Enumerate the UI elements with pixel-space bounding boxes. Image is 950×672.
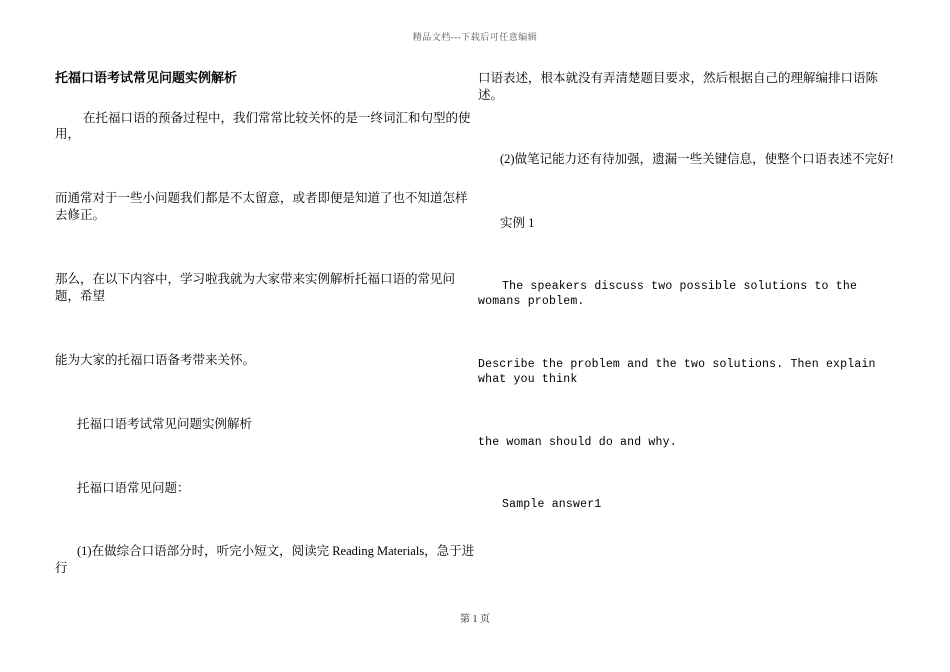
page-footer: 第 1 页 bbox=[460, 614, 490, 625]
paragraph: 能为大家的托福口语备考带来关怀。 bbox=[55, 352, 256, 367]
paragraph: 口语表述，根本就没有弄清楚题目要求，然后根据自己的理解编排口语陈述。 bbox=[478, 71, 879, 102]
paragraph: 在托福口语的预备过程中，我们常常比较关怀的是一终词汇和句型的使用， bbox=[55, 110, 471, 142]
left-text-column bbox=[55, 70, 475, 624]
paragraph: 那么，在以下内容中，学习啦我就为大家带来实例解析托福口语的常见问题，希望 bbox=[55, 272, 456, 303]
paragraph: the woman should do and why. bbox=[478, 435, 677, 449]
page-header-note: 精品文档---下载后可任意编辑 bbox=[412, 32, 538, 42]
example-label: 实例 1 bbox=[500, 215, 535, 230]
right-text-column bbox=[478, 70, 898, 560]
paragraph-heading: 托福口语考试常见问题实例解析 bbox=[77, 416, 253, 431]
paragraph: (1)在做综合口语部分时，听完小短文，阅读完 Reading Materials，急于进行 bbox=[55, 544, 475, 576]
paragraph: 而通常对于一些小问题我们都是不太留意，或者即便是知道了也不知道怎样去修正。 bbox=[55, 191, 468, 223]
paragraph-subheading: 托福口语常见问题： bbox=[77, 480, 190, 495]
page-title: 托福口语考试常见问题实例解析 bbox=[55, 70, 238, 85]
sample-answer-label: Sample answer1 bbox=[502, 498, 602, 512]
paragraph: The speakers discuss two possible solutions to the womans problem. bbox=[478, 279, 858, 309]
paragraph: Describe the problem and the two solutions. Then explain what you think bbox=[478, 357, 876, 387]
paragraph: (2)做笔记能力还有待加强，遗漏一些关键信息，使整个口语表述不完好! bbox=[500, 151, 894, 166]
